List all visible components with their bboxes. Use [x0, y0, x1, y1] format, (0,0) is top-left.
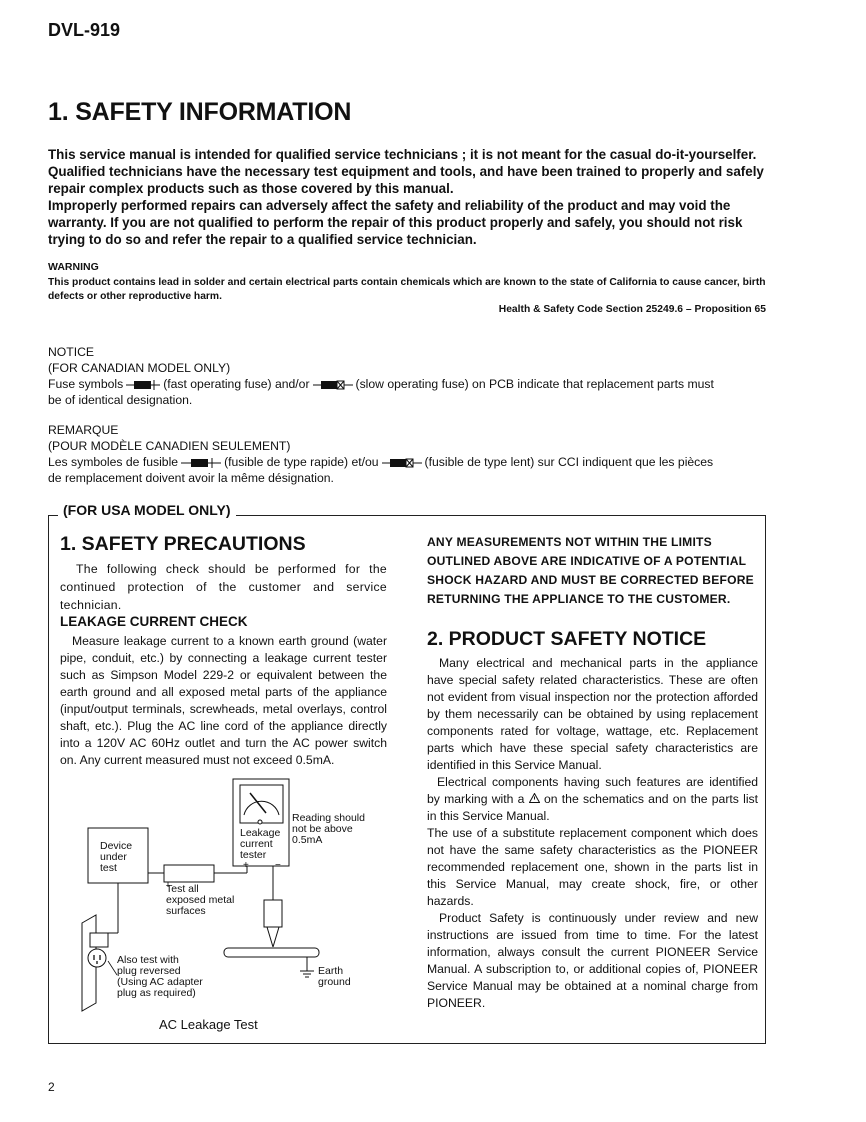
notice-paragraph-2: Electrical components having such features are identified by marking with a on the schematics and on the parts list in this Service Manual.	[427, 775, 759, 823]
leakage-tester-label: Leakage current tester	[240, 827, 281, 861]
notice-text-2: (fast operating fuse) and/or	[163, 377, 310, 391]
remarque-block	[48, 422, 770, 486]
ac-leakage-test-diagram	[60, 775, 400, 1035]
slow-fuse-icon	[313, 379, 353, 391]
remarque-text-1: Les symboles de fusible	[48, 455, 179, 469]
notice-paragraph-3: The use of a substitute replacement component which does not have the same safety characteristics as the PIONEER recommended replacement one, shown in the parts list in this Service Manual, may create shock, fire, or other hazards.	[427, 826, 758, 908]
notice-text-1: Fuse symbols	[48, 377, 124, 391]
leakage-check-text: Measure leakage current to a known earth ground (water pipe, conduit, etc.) by connecting a leakage current tester such as Simpson Model 229-2 or equivalent between the earth ground and all exposed metal parts of the appliance (input/output terminals, screwheads, metal overlays, control shaft, etc.). Plug the AC line cord of the appliance directly into a 120V AC 60Hz outlet and turn the AC power switch on. Any current measured must not exceed 0.5mA.	[60, 634, 387, 767]
diagram-caption: AC Leakage Test	[159, 1017, 258, 1032]
notice-line	[48, 376, 770, 392]
reading-limit-label: Reading should not be above 0.5mA	[292, 812, 365, 846]
caution-triangle-icon	[529, 793, 540, 803]
tester-minus-terminal: −	[275, 860, 281, 871]
notice-text-3: (slow operating fuse) on PCB indicate that replacement parts must	[355, 377, 714, 391]
safety-precautions-title: 1. SAFETY PRECAUTIONS	[60, 533, 306, 555]
intro-text	[48, 146, 770, 248]
warning-text: This product contains lead in solder and certain electrical parts contain chemicals which are known to the state of California to cause cancer, birth defects or other reproductive harm.	[48, 277, 766, 302]
notice-paragraph-1: Many electrical and mechanical parts in the appliance have special safety related characteristics. These are often not evident from visual inspection nor the protection afforded by them necessarily can be obtained by using replacement components rated for voltage, wattage, etc. Replacement parts which have these special safety characteristics are identified in this Service Manual.	[427, 656, 758, 772]
notice-subheading: (FOR CANADIAN MODEL ONLY)	[48, 361, 231, 375]
product-safety-notice-body	[427, 655, 758, 1012]
page-number: 2	[48, 1080, 55, 1094]
slow-fuse-icon	[382, 457, 422, 469]
warning-heading: WARNING	[48, 261, 99, 273]
remarque-text-3: (fusible de type lent) sur CCI indiquent que les pièces	[424, 455, 714, 469]
model-number: DVL-919	[48, 20, 121, 40]
product-safety-notice-title: 2. PRODUCT SAFETY NOTICE	[427, 628, 707, 650]
tester-plus-terminal: +	[243, 860, 249, 871]
measurement-warning: ANY MEASUREMENTS NOT WITHIN THE LIMITS OUTLINED ABOVE ARE INDICATIVE OF A POTENTIAL SHOCK HAZARD AND MUST BE CORRECTED BEFORE RETURNING THE APPLIANCE TO THE CUSTOMER.	[427, 535, 754, 606]
remarque-heading: REMARQUE	[48, 423, 119, 437]
notice-paragraph-4: Product Safety is continuously under review and new instructions are issued from time to time. For the latest information, always consult the current PIONEER Service Manual. A subscription to, or additional copies of, PIONEER Service Manual may be obtained at a nominal charge from PIONEER.	[427, 911, 758, 1010]
earth-ground-label: Earth ground	[318, 965, 351, 988]
page-title: 1. SAFETY INFORMATION	[48, 98, 352, 126]
leakage-check-title: LEAKAGE CURRENT CHECK	[60, 614, 248, 629]
plug-reversed-label: Also test with plug reversed (Using AC adapter plug as required)	[117, 954, 203, 999]
remarque-text-2: (fusible de type rapide) et/ou	[224, 455, 379, 469]
remarque-subheading: (POUR MODÈLE CANADIEN SEULEMENT)	[48, 439, 291, 453]
fast-fuse-icon	[181, 457, 221, 469]
notice-heading: NOTICE	[48, 345, 95, 359]
usa-box-label: (FOR USA MODEL ONLY)	[58, 502, 236, 518]
device-under-test-label: Device under test	[100, 840, 133, 874]
intro-paragraph-2: Improperly performed repairs can adversely affect the safety and reliability of the product and may void the warranty. If you are not qualified to perform the repair of this product properly and safely, you should not risk trying to do so and refer the repair to a qualified service technician.	[48, 198, 743, 247]
intro-paragraph-1: This service manual is intended for qualified service technicians ; it is not meant for the casual do-it-yourselfer. Qualified technicians have the necessary test equipment and tools, and have been trained to properly and safely repair complex products such as those covered by this manual.	[48, 147, 764, 196]
test-exposed-metal-label: Test all exposed metal surfaces	[166, 883, 235, 917]
safety-precautions-text: The following check should be performed for the continued protection of the customer and service technician.	[60, 562, 387, 612]
notice-block	[48, 344, 770, 408]
proposition-65-reference: Health & Safety Code Section 25249.6 – Proposition 65	[498, 304, 766, 315]
remarque-line	[48, 454, 770, 470]
fast-fuse-icon	[126, 379, 160, 391]
remarque-text-4: de remplacement doivent avoir la même désignation.	[48, 471, 334, 485]
notice-text-4: be of identical designation.	[48, 393, 193, 407]
